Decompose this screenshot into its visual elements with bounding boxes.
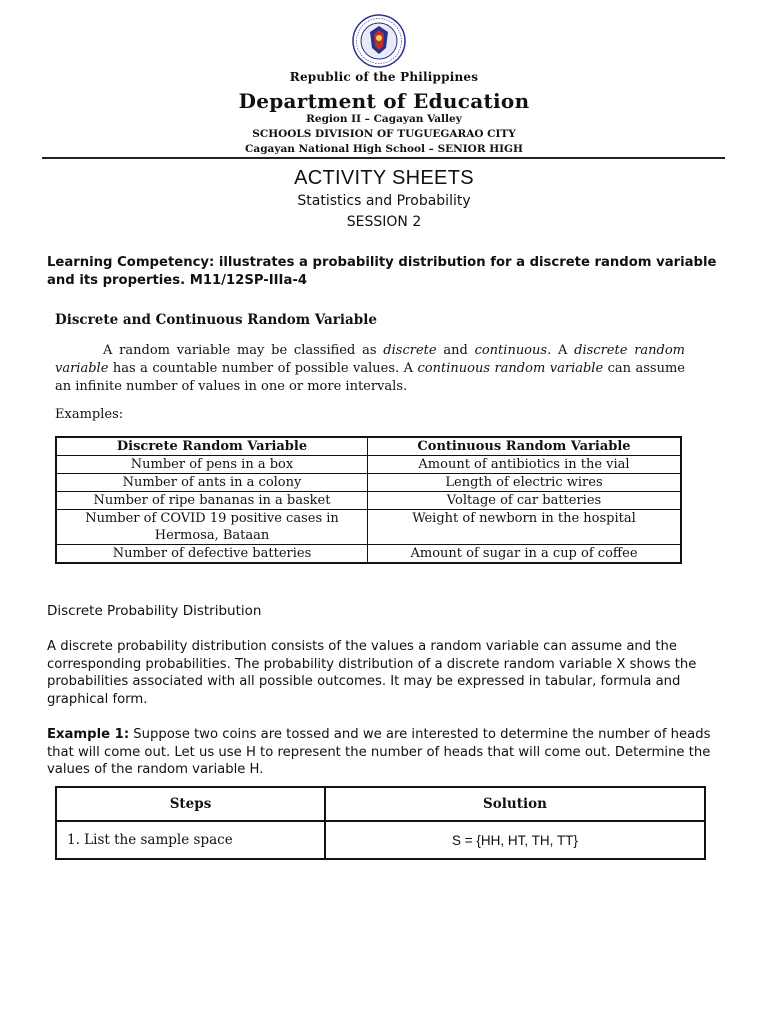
table-header-cell: Steps [56,787,325,821]
table-cell: Number of ripe bananas in a basket [56,492,368,510]
learning-competency: Learning Competency: illustrates a probability distribution for a discrete random variable and its properties. M11/12SP-IIIa-4 [47,255,717,288]
table-cell: Number of ants in a colony [56,474,368,492]
table-row [56,510,681,545]
table-header-row [56,787,705,821]
deped-seal-logo [352,14,406,68]
discrete-continuous-paragraph: A random variable may be classified as discrete and continuous. A discrete random variable has a countable number of possible values. A continuous random variable can assume an infinite number of values in one or more intervals. [55,343,686,394]
section-heading-discrete-probability: Discrete Probability Distribution [47,603,262,619]
table-header-cell: Continuous Random Variable [368,437,682,456]
school-line: Cagayan National High School – SENIOR HIGH [245,143,523,155]
examples-label: Examples: [55,407,124,422]
table-cell: Number of pens in a box [56,456,368,474]
example-1-label: Example 1: [47,727,130,742]
table-row [56,492,681,510]
table-cell: 1. List the sample space [56,821,325,859]
random-variable-examples-table [55,436,682,564]
steps-solution-table [55,786,706,860]
table-header-row [56,437,681,456]
table-cell: Weight of newborn in the hospital [368,510,682,545]
department-title: Department of Education [238,89,530,113]
table-cell: Length of electric wires [368,474,682,492]
example-1-text: Suppose two coins are tossed and we are interested to determine the number of heads that will come out. Let us use H to represent the number of heads that will come out. Determine the values of the random variable H. [47,727,711,777]
table-header-cell: Solution [325,787,705,821]
session-line: SESSION 2 [346,214,422,230]
table-cell: Voltage of car batteries [368,492,682,510]
page-title: ACTIVITY SHEETS [294,167,474,189]
discrete-probability-paragraph: A discrete probability distribution consists of the values a random variable can assume and the corresponding probabilities. The probability distribution of a discrete random variable X shows the probabilities associated with all possible outcomes. It may be expressed in tabular, formula and graphical form. [47,639,697,707]
republic-line: Republic of the Philippines [289,70,479,84]
table-row [56,474,681,492]
region-line: Region II – Cagayan Valley [306,113,462,125]
table-cell: Amount of antibiotics in the vial [368,456,682,474]
table-cell: Amount of sugar in a cup of coffee [368,545,682,564]
table-cell: Number of defective batteries [56,545,368,564]
table-row [56,821,705,859]
table-cell: S = {HH, HT, TH, TT} [325,821,705,859]
section-heading-discrete-continuous: Discrete and Continuous Random Variable [55,312,377,328]
header-divider [42,157,725,159]
table-header-cell: Discrete Random Variable [56,437,368,456]
table-cell: Number of COVID 19 positive cases in Hermosa, Bataan [56,510,368,545]
table-row [56,456,681,474]
table-row [56,545,681,564]
division-line: SCHOOLS DIVISION OF TUGUEGARAO CITY [252,128,516,140]
example-1-paragraph [47,726,727,779]
subject-line: Statistics and Probability [297,193,471,209]
